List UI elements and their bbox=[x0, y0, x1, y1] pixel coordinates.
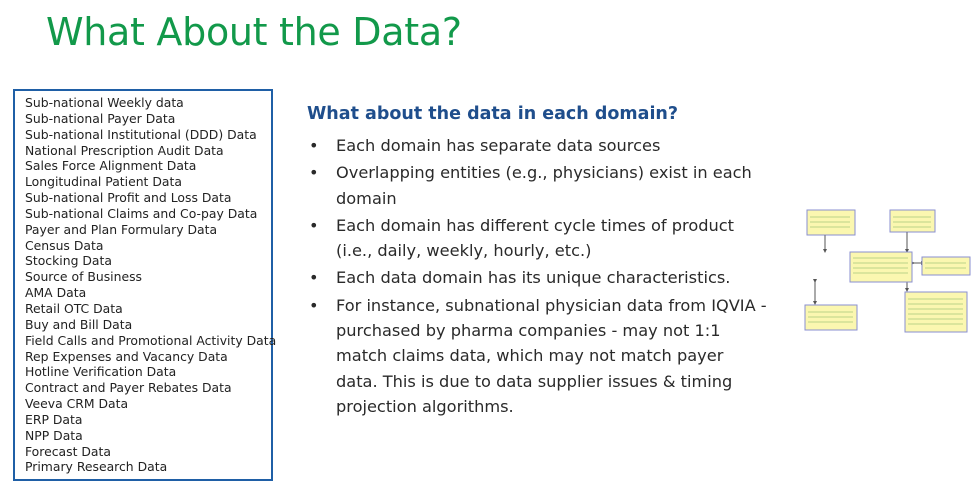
data-source-item: Sub-national Institutional (DDD) Data bbox=[25, 126, 257, 142]
data-source-item: Rep Expenses and Vacancy Data bbox=[25, 348, 228, 364]
data-source-item: Payer and Plan Formulary Data bbox=[25, 221, 218, 237]
data-source-item: Contract and Payer Rebates Data bbox=[25, 380, 232, 396]
section-heading: What about the data in each domain? bbox=[307, 104, 679, 124]
erd-diagram-image bbox=[795, 205, 975, 335]
data-sources-list bbox=[13, 89, 277, 481]
bullet-item: • Overlapping entities (e.g., physicians) exist in each domain bbox=[307, 160, 767, 211]
data-source-item: Sub-national Profit and Loss Data bbox=[25, 190, 232, 206]
data-source-item: Forecast Data bbox=[25, 443, 111, 459]
erd-table bbox=[890, 210, 935, 232]
data-source-item: Stocking Data bbox=[25, 253, 112, 269]
data-source-item: NPP Data bbox=[25, 427, 83, 443]
data-source-item: AMA Data bbox=[25, 285, 87, 301]
data-source-item: Sub-national Payer Data bbox=[25, 110, 176, 126]
bullet-list bbox=[307, 133, 767, 421]
data-source-item: Primary Research Data bbox=[25, 459, 168, 475]
data-source-item: Source of Business bbox=[25, 269, 143, 285]
erd-table bbox=[807, 210, 855, 235]
data-source-item: Longitudinal Patient Data bbox=[25, 174, 182, 190]
erd-table bbox=[905, 292, 967, 332]
data-source-item: Field Calls and Promotional Activity Data bbox=[25, 332, 277, 348]
data-source-item: Census Data bbox=[25, 237, 104, 253]
bullet-item: • Each domain has separate data sources bbox=[307, 133, 767, 158]
data-source-item: Sales Force Alignment Data bbox=[25, 158, 197, 174]
bullet-item: • Each domain has different cycle times of product (i.e., daily, weekly, hourly, etc.) bbox=[307, 213, 767, 264]
erd-table bbox=[850, 252, 912, 282]
data-source-item: Sub-national Claims and Co-pay Data bbox=[25, 205, 258, 221]
erd-table bbox=[922, 257, 970, 275]
slide-title: What About the Data? bbox=[46, 10, 462, 54]
data-source-item: ERP Data bbox=[25, 411, 83, 427]
data-source-item: National Prescription Audit Data bbox=[25, 142, 224, 158]
data-source-item: Sub-national Weekly data bbox=[25, 95, 184, 110]
bullet-item: • For instance, subnational physician data from IQVIA - purchased by pharma companies - may not 1:1 match claims data, which may not match payer data. This is due to data supplier issues & timing projection algorithms. bbox=[307, 293, 767, 419]
data-source-item: Buy and Bill Data bbox=[25, 316, 133, 332]
data-source-item: Veeva CRM Data bbox=[25, 396, 129, 412]
data-source-item: Hotline Verification Data bbox=[25, 364, 177, 380]
bullet-item: • Each data domain has its unique characteristics. bbox=[307, 265, 767, 290]
data-source-item: Retail OTC Data bbox=[25, 300, 123, 316]
erd-table bbox=[805, 305, 857, 330]
